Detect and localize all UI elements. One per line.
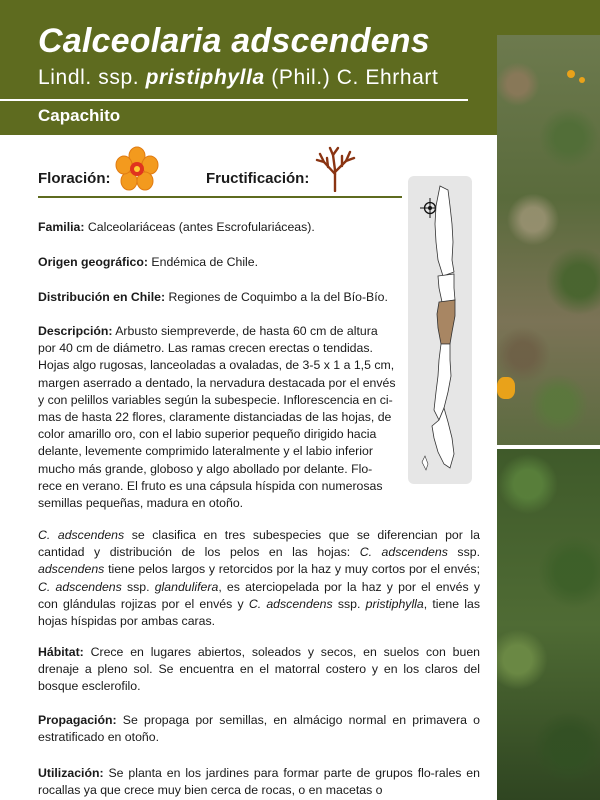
common-name: Capachito [38, 106, 121, 125]
utilizacion-text: Se planta en los jardines para formar parte de grupos flo-rales en rocallas ya que crece muy bien cerca de rocas, o en macetas o [38, 766, 480, 798]
flower-spot [497, 377, 515, 399]
propagacion-text: Se propaga por semillas, en almácigo normal en primavera o estratificado en otoño. [38, 713, 480, 745]
descripcion-line: Hojas algo rugosas, lanceoladas a ovaladas, de 3-5 x 1 a 1,5 cm, [38, 358, 395, 373]
phenology-indicators [38, 146, 404, 196]
author-epithet: pristiphylla [145, 66, 265, 89]
plant-photo-bottom [497, 449, 600, 800]
familia-text: Calceolariáceas (antes Escrofulariáceas). [84, 220, 315, 234]
flower-spot [567, 70, 575, 78]
distribution-map [408, 176, 472, 484]
origen-text: Endémica de Chile. [148, 255, 259, 269]
familia-label: Familia: [38, 220, 85, 234]
utilizacion-label: Utilización: [38, 766, 104, 780]
bare-tree-icon [314, 146, 356, 192]
plant-photo [497, 35, 600, 800]
descripcion-line: por 40 cm de diámetro. Las ramas crecen erectas o tendidas. [38, 341, 373, 356]
flower-spot [579, 77, 585, 83]
author-line [38, 66, 438, 90]
plant-photo-top [497, 35, 600, 445]
distribucion-paragraph [38, 289, 400, 306]
subespecies-paragraph: C. adscendens se clasifica en tres subespecies que se diferencian por la cantidad y distribución de los pelos en las hojas: C. adscendens ssp. adscendens tiene pelos largos y retorcidos por la haz y muy cortos por el envés; C. adscendens ssp. glandulifera, es aterciopelada por la haz y por el envés y con glándulas rojizas por el envés y C. adscendens ssp. pristiphylla, tiene las hojas híspidas por ambas caras. [38, 528, 480, 629]
habitat-paragraph [38, 644, 480, 696]
descripcion-line: delante, levemente comprimido lateralmente y el labio inferior [38, 444, 373, 459]
distribucion-label: Distribución en Chile: [38, 290, 166, 304]
descripcion-paragraph [38, 323, 400, 512]
fruiting-label: Fructificación: [206, 170, 310, 187]
origen-label: Origen geográfico: [38, 255, 148, 269]
page-title: Calceolaria adscendens [38, 22, 430, 60]
orange-flower-icon [114, 146, 160, 192]
chile-map-icon [408, 176, 472, 484]
propagacion-label: Propagación: [38, 713, 117, 727]
descripcion-label: Descripción: [38, 324, 113, 338]
descripcion-line: mas de hasta 22 flores, claramente distanciadas de las hojas, de [38, 410, 392, 425]
descripcion-line: Descripción: Arbusto siempreverde, de hasta 60 cm de altura [38, 324, 378, 338]
descripcion-line: semillas pequeñas, madura en otoño. [38, 496, 244, 511]
flowering-label: Floración: [38, 170, 111, 187]
header-divider [0, 99, 468, 101]
descripcion-line: color amarillo oro, con el labio superior pequeño dirigido hacia [38, 427, 377, 442]
author-suffix: (Phil.) C. Ehrhart [264, 66, 439, 89]
descripcion-line: margen aserrado a dentado, la nervadura destacada por el envés [38, 375, 396, 390]
habitat-text: Crece en lugares abiertos, soleados y secos, en suelos con buen drenaje a pleno sol. Se encuentra en el matorral costero y en los claros del bosque esclerofilo. [38, 645, 480, 694]
origen-paragraph [38, 254, 400, 271]
section-divider [38, 196, 402, 198]
utilizacion-paragraph [38, 765, 480, 799]
familia-paragraph [38, 219, 400, 236]
descripcion-line: rece en verano. El fruto es una cápsula híspida con numerosas [38, 478, 383, 493]
propagacion-paragraph [38, 712, 480, 746]
author-prefix: Lindl. ssp. [38, 66, 146, 89]
habitat-label: Hábitat: [38, 645, 84, 659]
descripcion-line: mucho más grande, globoso y algo abollado por delante. Flo- [38, 461, 373, 476]
descripcion-line: y con pelillos variables según la subespecie. Inflorescencia en ci- [38, 392, 393, 407]
distribucion-text: Regiones de Coquimbo a la del Bío-Bío. [165, 290, 388, 304]
